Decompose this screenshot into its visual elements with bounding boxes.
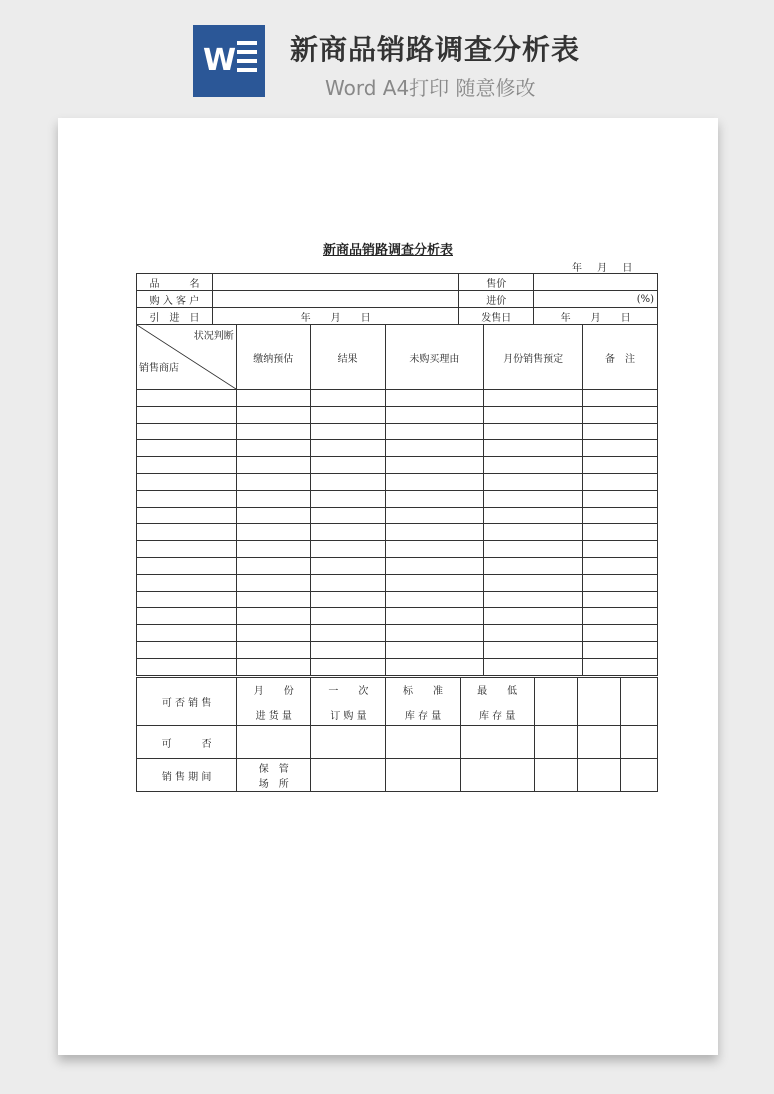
table-cell[interactable] <box>385 541 484 558</box>
cell[interactable] <box>620 726 657 759</box>
banner-title: 新商品销路调查分析表 <box>290 33 581 66</box>
table-row <box>137 557 658 574</box>
table-cell[interactable] <box>310 507 385 524</box>
table-cell[interactable] <box>137 574 237 591</box>
table-cell[interactable] <box>583 591 658 608</box>
cell[interactable] <box>577 759 620 792</box>
banner <box>0 0 774 110</box>
table-row <box>137 490 658 507</box>
doc-title: 新商品销路调查分析表 <box>322 243 453 258</box>
table-row <box>137 507 658 524</box>
table-row <box>137 423 658 440</box>
label-product-name: 品 名 <box>137 274 213 291</box>
table-cell[interactable] <box>310 641 385 658</box>
table-cell[interactable] <box>583 557 658 574</box>
table-cell[interactable] <box>583 608 658 625</box>
table-row <box>137 440 658 457</box>
table-cell[interactable] <box>385 423 484 440</box>
cell[interactable] <box>386 726 460 759</box>
table-cell[interactable] <box>137 473 237 490</box>
table-cell[interactable] <box>385 658 484 675</box>
label-yes-no: 可 否 <box>137 726 237 759</box>
table-cell[interactable] <box>137 406 237 423</box>
label-can-sell: 可 否 销 售 <box>137 678 237 726</box>
table-cell[interactable] <box>236 574 310 591</box>
table-cell[interactable] <box>137 591 237 608</box>
table-cell[interactable] <box>583 524 658 541</box>
field-introduce-date[interactable]: 年 月 日 <box>212 308 458 325</box>
table-cell[interactable] <box>385 591 484 608</box>
label-purchase-customer: 购 入 客 户 <box>137 291 213 308</box>
cell[interactable] <box>534 726 577 759</box>
label-standard-stock: 标 准 库 存 量 <box>386 678 460 726</box>
table-cell[interactable] <box>236 390 310 407</box>
table-cell[interactable] <box>385 440 484 457</box>
cell[interactable] <box>577 678 620 726</box>
cell[interactable] <box>311 759 386 792</box>
field-release-date[interactable]: 年 月 日 <box>534 308 658 325</box>
table-cell[interactable] <box>137 541 237 558</box>
table-cell[interactable] <box>236 557 310 574</box>
table-cell[interactable] <box>236 490 310 507</box>
table-cell[interactable] <box>484 608 583 625</box>
table-cell[interactable] <box>484 524 583 541</box>
field-cost-price[interactable]: (%) <box>534 291 658 308</box>
diag-top-label: 状况判断 <box>193 331 234 342</box>
table-cell[interactable] <box>484 557 583 574</box>
table-cell[interactable] <box>310 440 385 457</box>
table-cell[interactable] <box>583 423 658 440</box>
table-cell[interactable] <box>137 490 237 507</box>
table-cell[interactable] <box>583 406 658 423</box>
table-cell[interactable] <box>137 440 237 457</box>
store-table <box>136 324 658 676</box>
table-cell[interactable] <box>310 524 385 541</box>
table-cell[interactable] <box>236 658 310 675</box>
table-cell[interactable] <box>137 457 237 474</box>
table-row <box>137 625 658 642</box>
word-doc-icon: W <box>193 25 265 97</box>
table-cell[interactable] <box>385 557 484 574</box>
cell[interactable] <box>534 678 577 726</box>
table-cell[interactable] <box>310 557 385 574</box>
table-row <box>137 608 658 625</box>
label-price: 售价 <box>459 274 534 291</box>
cell[interactable] <box>620 759 657 792</box>
table-cell[interactable] <box>137 557 237 574</box>
table-row <box>137 473 658 490</box>
label-once-order: 一 次 订 购 量 <box>311 678 386 726</box>
table-cell[interactable] <box>484 423 583 440</box>
table-cell[interactable] <box>583 574 658 591</box>
table-cell[interactable] <box>236 507 310 524</box>
cell[interactable] <box>620 678 657 726</box>
table-cell[interactable] <box>484 406 583 423</box>
table-cell[interactable] <box>583 641 658 658</box>
table-cell[interactable] <box>484 507 583 524</box>
label-monthly-stock: 月 份 进 货 量 <box>237 678 311 726</box>
table-cell[interactable] <box>236 541 310 558</box>
label-sale-period: 销 售 期 间 <box>137 759 237 792</box>
table-cell[interactable] <box>484 541 583 558</box>
cell[interactable] <box>237 726 311 759</box>
table-cell[interactable] <box>137 641 237 658</box>
table-cell[interactable] <box>137 423 237 440</box>
table-cell[interactable] <box>484 574 583 591</box>
table-cell[interactable] <box>236 440 310 457</box>
table-cell[interactable] <box>484 591 583 608</box>
table-cell[interactable] <box>385 507 484 524</box>
cell[interactable] <box>534 759 577 792</box>
table-cell[interactable] <box>484 457 583 474</box>
table-cell[interactable] <box>583 490 658 507</box>
table-cell[interactable] <box>583 440 658 457</box>
table-cell[interactable] <box>484 658 583 675</box>
table-cell[interactable] <box>583 541 658 558</box>
table-cell[interactable] <box>583 390 658 407</box>
field-purchase-customer[interactable] <box>212 291 458 308</box>
table-cell[interactable] <box>236 641 310 658</box>
table-cell[interactable] <box>236 473 310 490</box>
label-release-date: 发售日 <box>459 308 534 325</box>
table-cell[interactable] <box>310 457 385 474</box>
table-cell[interactable] <box>137 390 237 407</box>
table-cell[interactable] <box>236 591 310 608</box>
table-row <box>137 457 658 474</box>
table-cell[interactable] <box>137 658 237 675</box>
table-row <box>137 658 658 675</box>
table-row <box>137 641 658 658</box>
table-row <box>137 591 658 608</box>
table-cell[interactable] <box>310 591 385 608</box>
header-reason: 未购买理由 <box>385 325 484 390</box>
table-cell[interactable] <box>385 524 484 541</box>
header-remarks: 备 注 <box>583 325 658 390</box>
cell[interactable] <box>386 759 460 792</box>
table-cell[interactable] <box>310 625 385 642</box>
table-cell[interactable] <box>310 406 385 423</box>
table-cell[interactable] <box>385 490 484 507</box>
table-cell[interactable] <box>137 625 237 642</box>
header-monthly-plan: 月份销售预定 <box>484 325 583 390</box>
table-cell[interactable] <box>385 390 484 407</box>
table-cell[interactable] <box>484 641 583 658</box>
table-cell[interactable] <box>385 625 484 642</box>
table-cell[interactable] <box>310 490 385 507</box>
table-cell[interactable] <box>583 473 658 490</box>
table-cell[interactable] <box>310 423 385 440</box>
table-cell[interactable] <box>484 490 583 507</box>
table-cell[interactable] <box>385 406 484 423</box>
table-cell[interactable] <box>137 524 237 541</box>
label-cost-price: 进价 <box>459 291 534 308</box>
table-cell[interactable] <box>236 625 310 642</box>
table-cell[interactable] <box>137 608 237 625</box>
field-product-name[interactable] <box>212 274 458 291</box>
table-cell[interactable] <box>385 574 484 591</box>
table-cell[interactable] <box>484 440 583 457</box>
table-cell[interactable] <box>310 608 385 625</box>
table-row <box>137 574 658 591</box>
table-cell[interactable] <box>310 541 385 558</box>
table-cell[interactable] <box>310 473 385 490</box>
table-cell[interactable] <box>137 507 237 524</box>
diag-header <box>137 325 237 390</box>
table-cell[interactable] <box>583 507 658 524</box>
label-storage: 保 管 场 所 <box>237 759 311 792</box>
table-row <box>137 406 658 423</box>
table-cell[interactable] <box>236 406 310 423</box>
label-introduce-date: 引 进 日 <box>137 308 213 325</box>
cell[interactable] <box>577 726 620 759</box>
table-cell[interactable] <box>583 457 658 474</box>
diag-bottom-label: 销售商店 <box>139 363 179 374</box>
table-cell[interactable] <box>236 608 310 625</box>
table-row <box>137 390 658 407</box>
table-row <box>137 541 658 558</box>
table-cell[interactable] <box>310 390 385 407</box>
table-cell[interactable] <box>385 608 484 625</box>
table-cell[interactable] <box>385 641 484 658</box>
table-cell[interactable] <box>310 574 385 591</box>
bottom-table <box>136 677 658 792</box>
document-page <box>58 118 718 1055</box>
table-row <box>137 524 658 541</box>
table-cell[interactable] <box>310 658 385 675</box>
info-table <box>136 273 658 325</box>
table-cell[interactable] <box>583 625 658 642</box>
field-price[interactable] <box>534 274 658 291</box>
table-cell[interactable] <box>236 423 310 440</box>
table-cell[interactable] <box>385 457 484 474</box>
table-cell[interactable] <box>484 473 583 490</box>
banner-subtitle: Word A4打印 随意修改 <box>325 76 536 100</box>
table-cell[interactable] <box>236 524 310 541</box>
header-estimate: 缴纳预估 <box>236 325 310 390</box>
table-cell[interactable] <box>484 390 583 407</box>
cell[interactable] <box>460 759 534 792</box>
header-result: 结果 <box>310 325 385 390</box>
cell[interactable] <box>311 726 386 759</box>
date-line: 年 月 日 <box>572 263 633 274</box>
label-lowest-stock: 最 低 库 存 量 <box>460 678 534 726</box>
cell[interactable] <box>460 726 534 759</box>
table-cell[interactable] <box>484 625 583 642</box>
table-cell[interactable] <box>236 457 310 474</box>
table-cell[interactable] <box>385 473 484 490</box>
table-cell[interactable] <box>583 658 658 675</box>
